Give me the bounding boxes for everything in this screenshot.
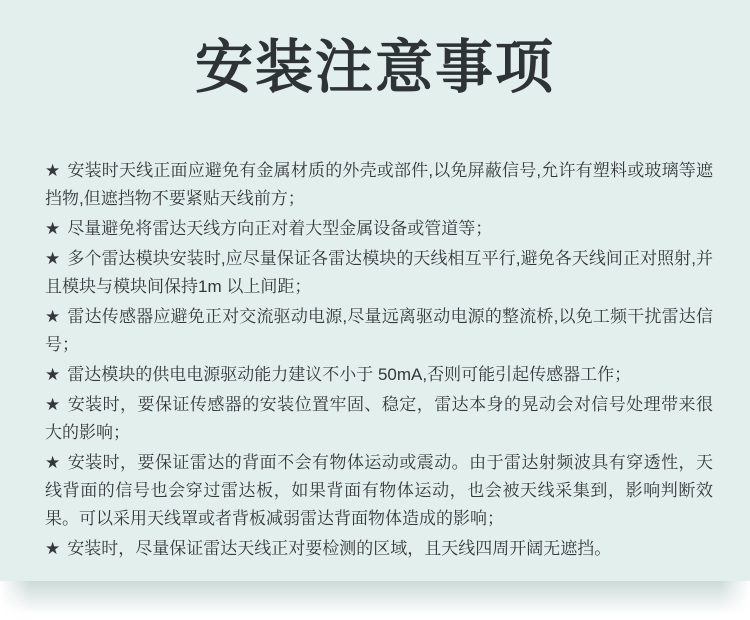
- notice-text: 尽量避免将雷达天线方向正对着大型金属设备或管道等；: [67, 219, 493, 238]
- page-title: 安装注意事项: [194, 35, 555, 100]
- notice-text: 多个雷达模块安装时,应尽量保证各雷达模块的天线相互平行,避免各天线间正对照射,并且模块与模块间保持1m 以上间距；: [45, 249, 713, 296]
- notice-text: 安装时天线正面应避免有金属材质的外壳或部件,以免屏蔽信号,允许有塑料或玻璃等遮挡物,但遮挡物不要紧贴天线前方；: [45, 161, 713, 208]
- notice-item: [45, 215, 713, 243]
- notice-item: [45, 391, 713, 447]
- notice-text: 安装时，尽量保证雷达天线正对要检测的区域，且天线四周开阔无遮挡。: [67, 539, 612, 558]
- notice-list: [0, 157, 750, 563]
- notice-item: [45, 157, 713, 213]
- star-bullet-icon: ★: [45, 365, 61, 384]
- notice-text: 安装时，要保证雷达的背面不会有物体运动或震动。由于雷达射频波具有穿透性，天线背面的信号也会穿过雷达板，如果背面有物体运动，也会被天线采集到，影响判断效果。可以采用天线罩或者背板减弱雷达背面物体造成的影响；: [45, 453, 713, 528]
- star-bullet-icon: ★: [45, 395, 61, 414]
- notice-text: 安装时，要保证传感器的安装位置牢固、稳定，雷达本身的晃动会对信号处理带来很大的影响；: [45, 395, 713, 442]
- star-bullet-icon: ★: [45, 219, 61, 238]
- star-bullet-icon: ★: [45, 539, 61, 558]
- bottom-fade-shadow: [0, 581, 750, 620]
- notice-item: [45, 361, 713, 389]
- notice-item: [45, 245, 713, 301]
- notice-item: [45, 303, 713, 359]
- star-bullet-icon: ★: [45, 249, 61, 268]
- star-bullet-icon: ★: [45, 453, 61, 472]
- notice-item: [45, 535, 713, 563]
- notice-item: [45, 449, 713, 533]
- notice-text: 雷达模块的供电电源驱动能力建议不小于 50mA,否则可能引起传感器工作；: [67, 365, 632, 384]
- star-bullet-icon: ★: [45, 307, 61, 326]
- notice-text: 雷达传感器应避免正对交流驱动电源,尽量远离驱动电源的整流桥,以免工频干扰雷达信号；: [45, 307, 713, 354]
- star-bullet-icon: ★: [45, 161, 61, 180]
